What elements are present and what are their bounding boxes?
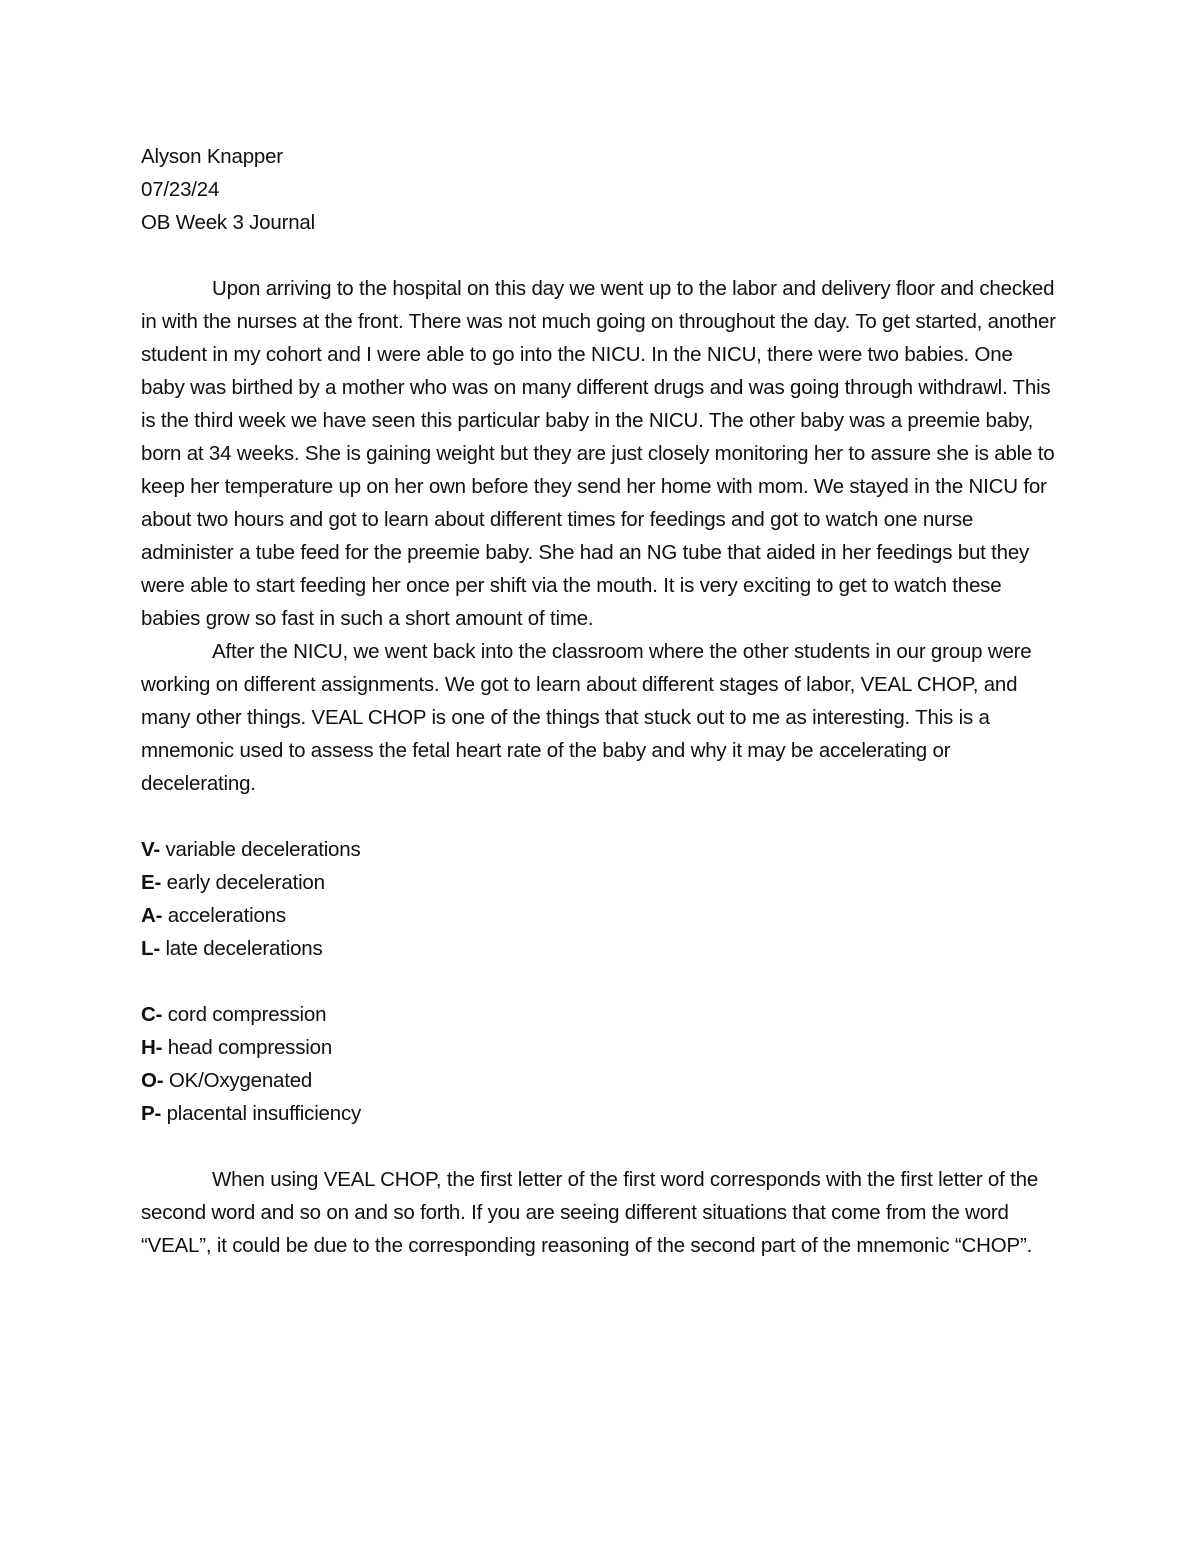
list-text: late decelerations [159,937,323,960]
list-text: variable decelerations [159,838,361,861]
chop-list [141,998,1061,1130]
list-letter: V- [141,838,160,861]
list-item [141,866,1061,899]
list-letter: A- [141,904,163,927]
list-text: OK/Oxygenated [163,1069,313,1092]
list-text: placental insufficiency [161,1102,362,1125]
spacer [141,1130,1061,1163]
list-item [141,998,1061,1031]
list-text: head compression [162,1036,333,1059]
list-item [141,1064,1061,1097]
document-title: OB Week 3 Journal [141,211,315,234]
list-item [141,833,1061,866]
list-letter: C- [141,1003,163,1026]
list-item [141,1097,1061,1130]
document-page [141,140,1061,1262]
list-letter: H- [141,1036,163,1059]
list-item [141,932,1061,965]
paragraph-veal-chop: When using VEAL CHOP, the first letter of the first word corresponds with the first letter of the second word and so on and so forth. If you are seeing different situations that come from the word “VEAL”, it could be due to the corresponding reasoning of the second part of the mnemonic “CHOP”. [141,1168,1039,1257]
veal-list [141,833,1061,965]
list-letter: L- [141,937,160,960]
document-date: 07/23/24 [141,178,220,201]
spacer [141,239,1061,272]
list-text: cord compression [162,1003,327,1026]
spacer [141,965,1061,998]
list-item [141,1031,1061,1064]
list-item [141,899,1061,932]
spacer [141,800,1061,833]
list-letter: E- [141,871,162,894]
list-text: early deceleration [161,871,325,894]
list-text: accelerations [162,904,286,927]
author-name: Alyson Knapper [141,145,283,168]
list-letter: P- [141,1102,162,1125]
list-letter: O- [141,1069,164,1092]
paragraph-classroom: After the NICU, we went back into the classroom where the other students in our group were working on different assignments. We got to learn about different stages of labor, VEAL CHOP, and many other things. VEAL CHOP is one of the things that stuck out to me as interesting. This is a mnemonic used to assess the fetal heart rate of the baby and why it may be accelerating or decelerating. [141,640,1032,795]
paragraph-nicu: Upon arriving to the hospital on this day we went up to the labor and delivery floor and checked in with the nurses at the front. There was not much going on throughout the day. To get started, another student in my cohort and I were able to go into the NICU. In the NICU, there were two babies. One baby was birthed by a mother who was on many different drugs and was going through withdrawl. This is the third week we have seen this particular baby in the NICU. The other baby was a preemie baby, born at 34 weeks. She is gaining weight but they are just closely monitoring her to assure she is able to keep her temperature up on her own before they send her home with mom. We stayed in the NICU for about two hours and got to learn about different times for feedings and got to watch one nurse administer a tube feed for the preemie baby. She had an NG tube that aided in her feedings but they were able to start feeding her once per shift via the mouth. It is very exciting to get to watch these babies grow so fast in such a short amount of time. [141,277,1056,630]
